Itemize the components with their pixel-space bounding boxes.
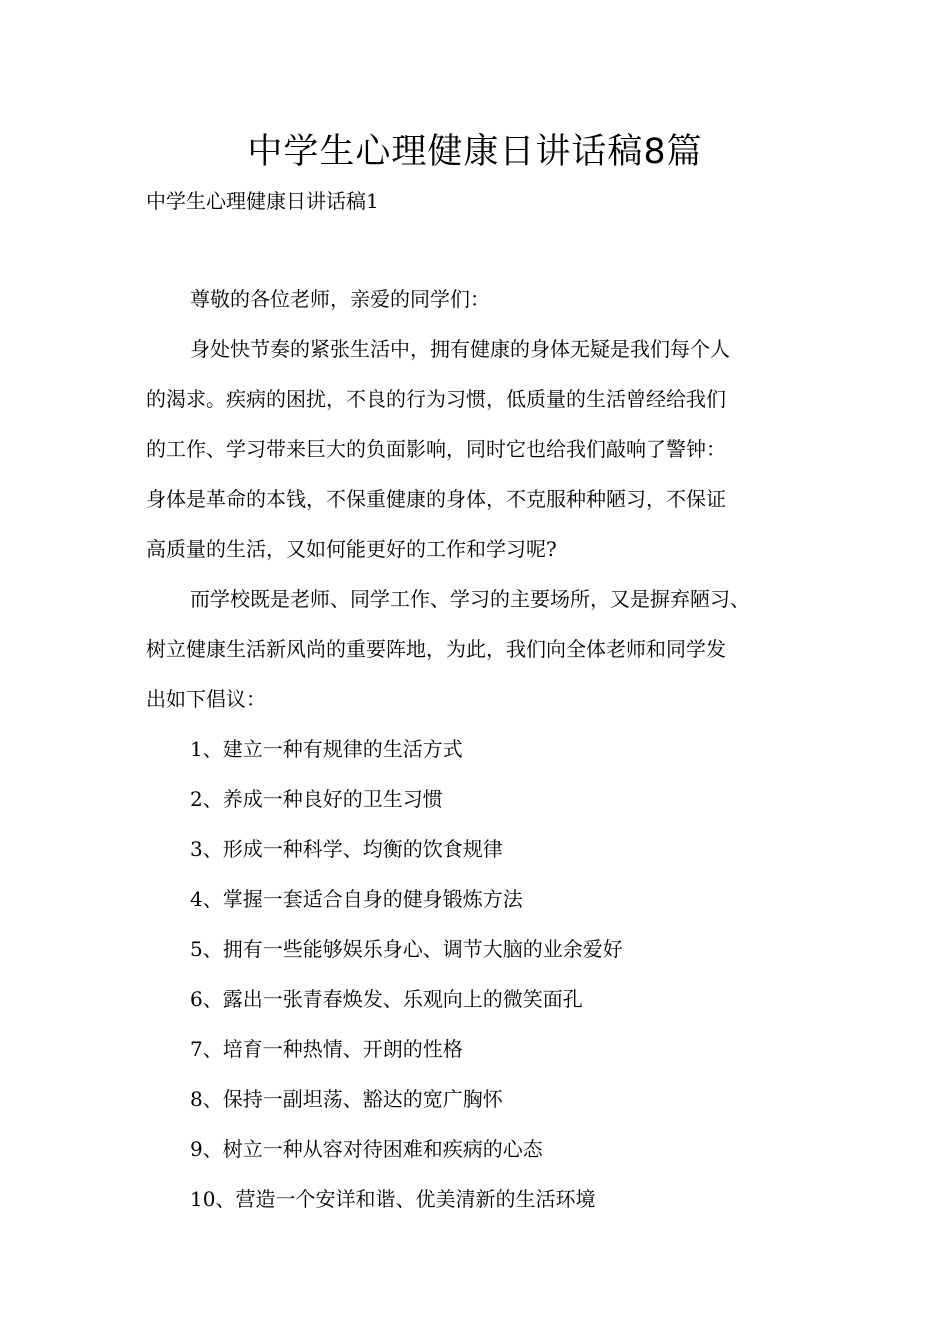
proposal-item-8: 8、保持一副坦荡、豁达的宽广胸怀	[190, 1087, 503, 1111]
document-body	[146, 282, 846, 1232]
paragraph-1-line-3: 的工作、学习带来巨大的负面影响，同时它也给我们敲响了警钟：	[146, 437, 726, 461]
paragraph-2	[146, 582, 846, 732]
proposal-item-5: 5、拥有一些能够娱乐身心、调节大脑的业余爱好	[190, 937, 623, 961]
document-subtitle: 中学生心理健康日讲话稿1	[146, 189, 379, 213]
proposal-item-4: 4、掌握一套适合自身的健身锻炼方法	[190, 887, 523, 911]
paragraph-1-line-1: 身处快节奏的紧张生活中，拥有健康的身体无疑是我们每个人	[190, 337, 730, 361]
proposal-list	[146, 732, 846, 1232]
proposal-item-2: 2、养成一种良好的卫生习惯	[190, 787, 443, 811]
paragraph-1-line-4: 身体是革命的本钱，不保重健康的身体，不克服种种陋习，不保证	[146, 487, 726, 511]
proposal-item-3: 3、形成一种科学、均衡的饮食规律	[190, 837, 503, 861]
paragraph-2-line-2: 树立健康生活新风尚的重要阵地，为此，我们向全体老师和同学发	[146, 637, 726, 661]
paragraph-1-line-5: 高质量的生活，又如何能更好的工作和学习呢?	[146, 537, 557, 561]
proposal-item-10: 10、营造一个安详和谐、优美清新的生活环境	[190, 1187, 596, 1211]
proposal-item-6: 6、露出一张青春焕发、乐观向上的微笑面孔	[190, 987, 583, 1011]
proposal-item-9: 9、树立一种从容对待困难和疾病的心态	[190, 1137, 543, 1161]
paragraph-2-line-1: 而学校既是老师、同学工作、学习的主要场所，又是摒弃陋习、	[190, 587, 750, 611]
paragraph-1-line-2: 的渴求。疾病的困扰，不良的行为习惯，低质量的生活曾经给我们	[146, 387, 726, 411]
paragraph-1	[146, 332, 846, 582]
proposal-item-7: 7、培育一种热情、开朗的性格	[190, 1037, 463, 1061]
proposal-item-1: 1、建立一种有规律的生活方式	[190, 737, 463, 761]
paragraph-2-line-3: 出如下倡议：	[146, 687, 266, 711]
document-title: 中学生心理健康日讲话稿8篇	[247, 132, 703, 172]
greeting-line: 尊敬的各位老师，亲爱的同学们：	[190, 287, 490, 311]
